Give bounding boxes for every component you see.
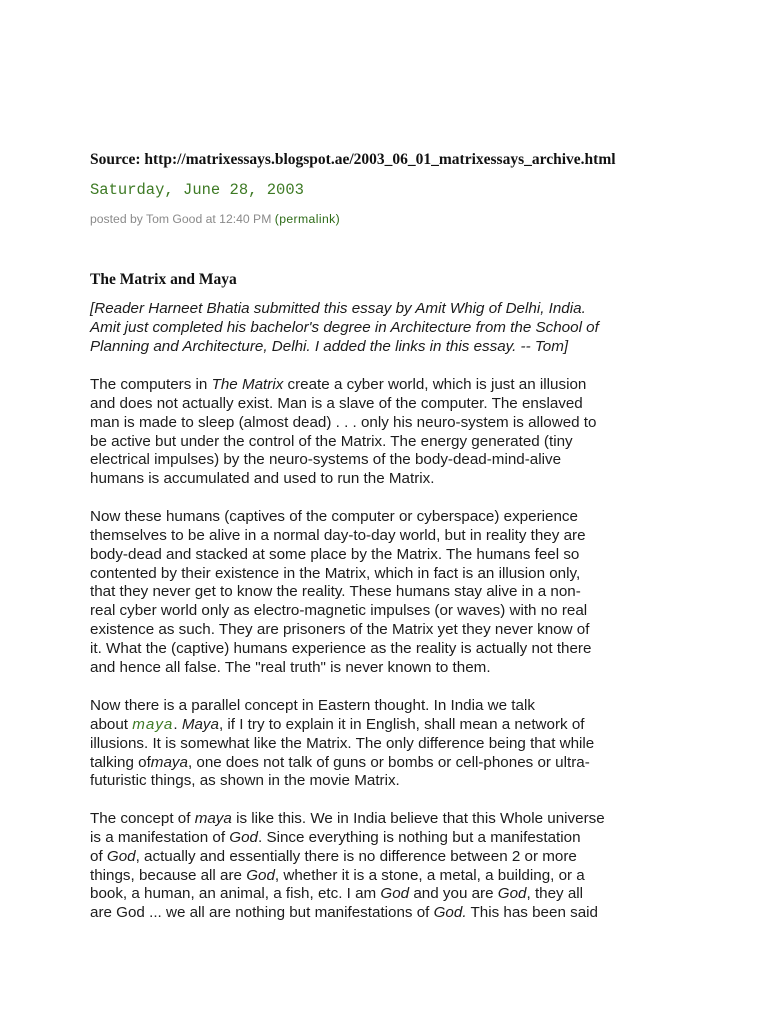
paragraph-line: existence as such. They are prisoners of the Matrix yet they never know of: [90, 621, 590, 639]
text-run: The concept of: [90, 810, 195, 827]
paragraph-line: themselves to be alive in a normal day-to-day world, but in reality they are: [90, 526, 586, 544]
paragraph-line: [90, 848, 680, 867]
article-title: The Matrix and Maya: [90, 271, 237, 288]
paragraph-3: [90, 697, 680, 791]
paragraph-line: Now there is a parallel concept in Eastern thought. In India we talk: [90, 697, 535, 714]
paragraph-line: electrical impulses) by the neuro-systems of the body-dead-mind-alive: [90, 451, 562, 469]
text-run: about: [90, 715, 133, 733]
post-date-header: Saturday, June 28, 2003: [90, 181, 304, 199]
maya-link[interactable]: maya: [132, 715, 174, 733]
paragraph-line: body-dead and stacked at some place by the Matrix. The humans feel so: [90, 545, 580, 563]
paragraph-line: [90, 829, 680, 848]
paragraph-line: [90, 810, 680, 829]
intro-line: Planning and Architecture, Delhi. I added the links in this essay. -- Tom]: [90, 337, 569, 355]
paragraph-line: be active but under the control of the Matrix. The energy generated (tiny: [90, 432, 573, 450]
god-emphasis: God: [497, 885, 527, 903]
paragraph-line: Now these humans (captives of the computer or cyberspace) experience: [90, 508, 578, 525]
god-emphasis: God.: [433, 904, 467, 922]
maya-emphasis: Maya: [181, 715, 219, 733]
paragraph-line: [90, 376, 680, 395]
text-run: are God ... we all are nothing but manifestations of: [90, 904, 434, 922]
text-run: .: [173, 715, 182, 733]
paragraph-line: real cyber world only as electro-magnetic impulses (or waves) with no real: [90, 602, 588, 620]
intro-line: Amit just completed his bachelor's degree in Architecture from the School of: [90, 318, 599, 336]
text-run: is a manifestation of: [90, 828, 230, 846]
maya-emphasis: maya: [194, 810, 232, 827]
paragraph-line: [90, 904, 680, 923]
paragraph-line: man is made to sleep (almost dead) . . . only his neuro-system is allowed to: [90, 413, 597, 431]
text-run: things, because all are: [90, 866, 247, 884]
text-run: , whether it is a stone, a metal, a building, or a: [274, 866, 585, 884]
intro-line: [Reader Harneet Bhatia submitted this essay by Amit Whig of Delhi, India.: [90, 300, 586, 317]
paragraph-line: it. What the (captive) humans experience as the reality is actually not there: [90, 639, 592, 657]
text-run: . Since everything is nothing but a manifestation: [258, 828, 581, 846]
god-emphasis: God: [380, 885, 410, 903]
text-run: create a cyber world, which is just an illusion: [283, 376, 587, 393]
text-run: , actually and essentially there is no difference between 2 or more: [135, 847, 577, 865]
paragraph-1: [90, 376, 680, 489]
paragraph-line: [90, 716, 680, 735]
source-url-line: Source: http://matrixessays.blogspot.ae/2003_06_01_matrixessays_archive.html: [90, 151, 616, 168]
paragraph-line: and does not actually exist. Man is a slave of the computer. The enslaved: [90, 394, 583, 412]
text-run: This has been said: [466, 904, 598, 922]
paragraph-line: and hence all false. The "real truth" is never known to them.: [90, 658, 491, 676]
paragraph-line: [90, 754, 680, 773]
film-title-emphasis: The Matrix: [211, 376, 284, 393]
permalink-link[interactable]: (permalink): [274, 212, 341, 226]
text-run: book, a human, an animal, a fish, etc. I am: [90, 885, 381, 903]
text-run: is like this. We in India believe that this Whole universe: [231, 810, 605, 827]
text-run: , one does not talk of guns or bombs or cell-phones or ultra-: [187, 753, 590, 771]
paragraph-line: contented by their existence in the Matrix, which in fact is an illusion only,: [90, 564, 581, 582]
god-emphasis: God: [229, 828, 259, 846]
text-run: , if I try to explain it in English, shall mean a network of: [218, 715, 585, 733]
byline-text: posted by Tom Good at 12:40 PM: [90, 212, 272, 226]
paragraph-line: futuristic things, as shown in the movie Matrix.: [90, 772, 400, 790]
paragraph-line: [90, 885, 680, 904]
paragraph-4: [90, 810, 680, 923]
post-byline: [90, 212, 340, 226]
maya-emphasis: maya: [150, 753, 188, 771]
god-emphasis: God: [106, 847, 136, 865]
editor-intro-paragraph: [90, 300, 680, 357]
text-run: of: [90, 847, 107, 865]
text-run: talking of: [90, 753, 151, 771]
god-emphasis: God: [246, 866, 275, 884]
paragraph-line: humans is accumulated and used to run the Matrix.: [90, 470, 435, 488]
paragraph-line: [90, 867, 680, 886]
text-run: The computers in: [90, 376, 212, 393]
paragraph-line: illusions. It is somewhat like the Matrix. The only difference being that while: [90, 734, 595, 752]
paragraph-line: that they never get to know the reality. These humans stay alive in a non-: [90, 583, 581, 601]
text-run: and you are: [409, 885, 498, 903]
paragraph-2: [90, 508, 680, 678]
text-run: , they all: [526, 885, 584, 903]
